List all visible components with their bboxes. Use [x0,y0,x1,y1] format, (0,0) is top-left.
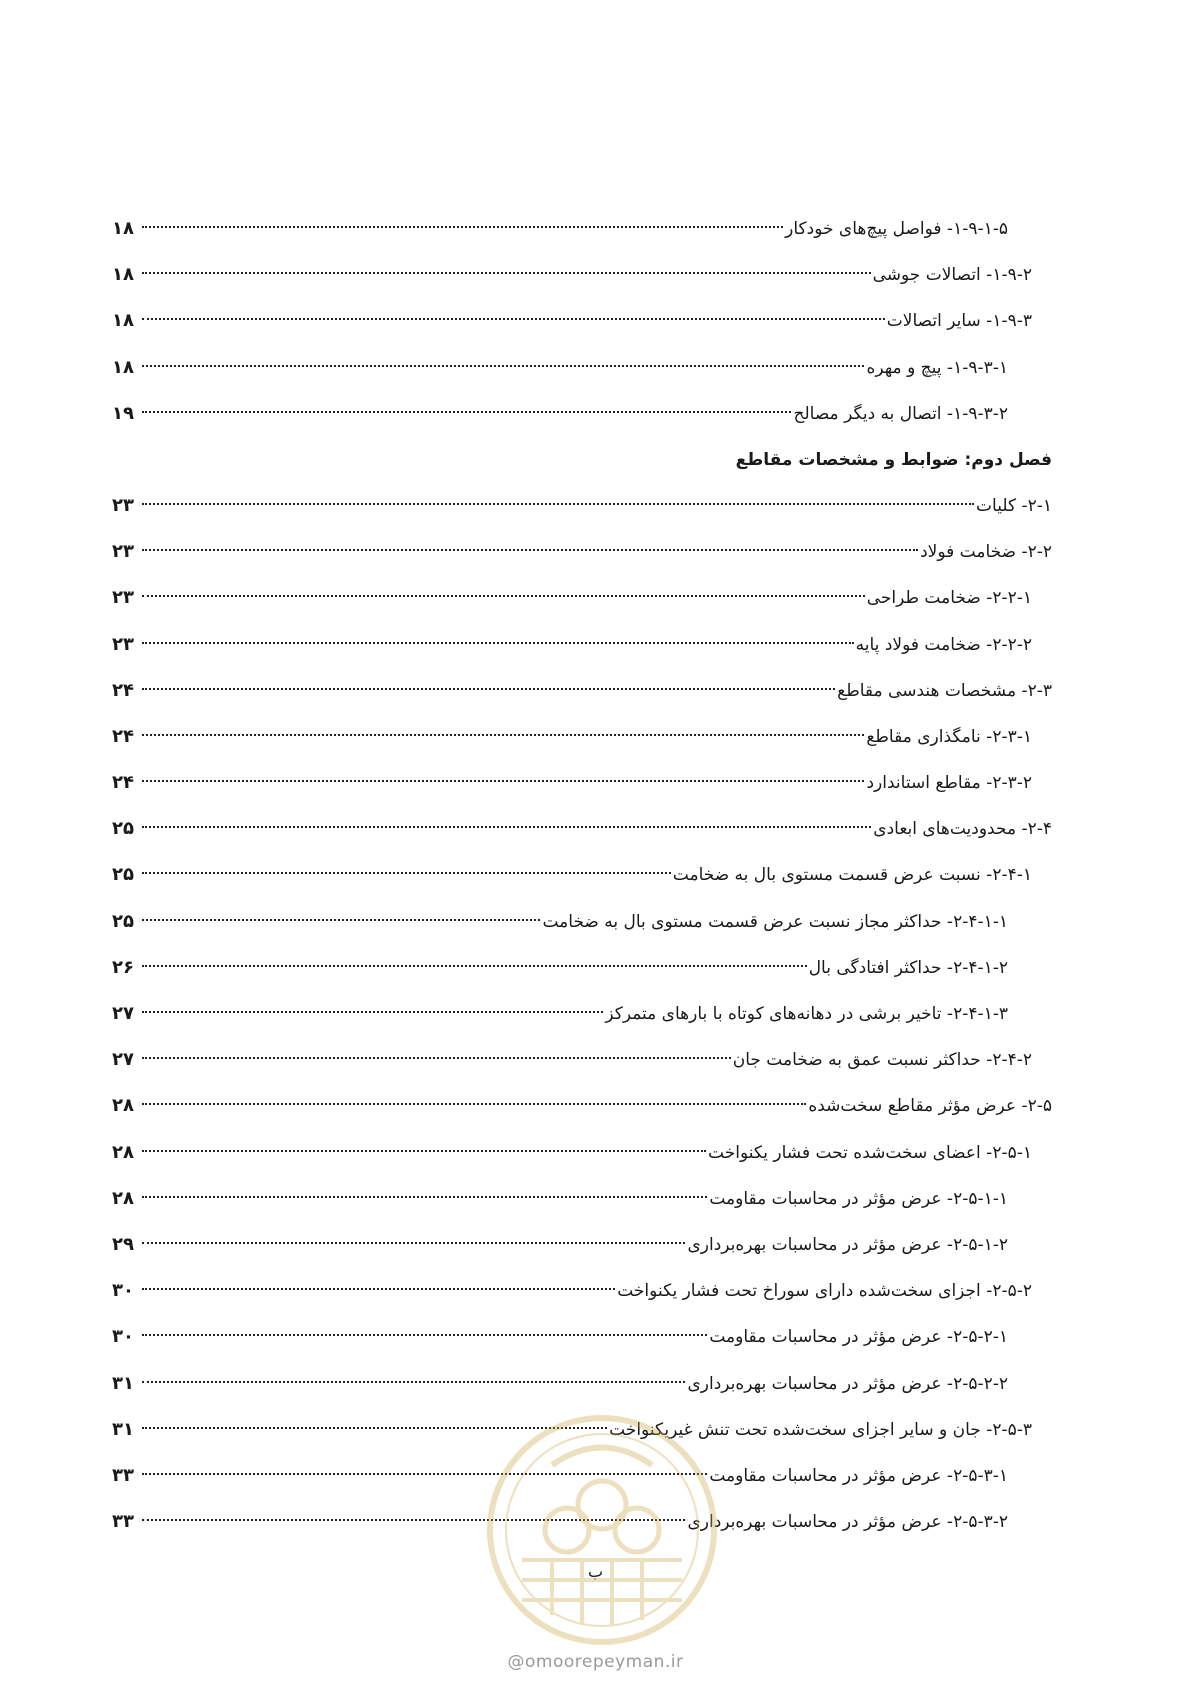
chapter-title: فصل دوم: ضوابط و مشخصات مقاطع [735,449,1052,470]
toc-entry-page: ۳۰ [112,1326,134,1348]
dot-leader [142,1334,707,1336]
dot-leader [142,1011,603,1013]
toc-entry-title: ۲-۵- عرض مؤثر مقاطع سخت‌شده [808,1096,1052,1117]
dot-leader [142,1288,615,1290]
toc-entry-page: ۲۹ [112,1233,134,1255]
toc-entry-title: ۲-۳-۲- مقاطع استاندارد [866,773,1032,794]
toc-entry-title: ۲-۵-۳-۱- عرض مؤثر در محاسبات مقاومت [709,1465,1008,1486]
toc-entry-title: ۲-۳-۱- نامگذاری مقاطع [866,726,1032,747]
toc-entry [112,391,1052,437]
toc-entry-page: ۲۶ [112,956,134,978]
toc-entry-page: ۲۴ [112,772,134,794]
toc-entry-title: ۲-۲- ضخامت فولاد [920,542,1052,563]
toc-entry [112,298,1052,344]
toc-entry [112,1083,1052,1129]
dot-leader [142,1150,706,1152]
toc-entry-title: ۲-۴-۱-۲- حداکثر افتادگی بال [808,957,1008,978]
toc-entry [112,252,1052,298]
dot-leader [142,411,791,413]
toc-entry-page: ۲۳ [112,587,134,609]
toc-entry-title: ۱-۹-۳-۱- پیچ و مهره [866,357,1008,378]
toc-entry-title: ۲-۲-۲- ضخامت فولاد پایه [855,634,1032,655]
toc-entry [112,945,1052,991]
toc-entry-page: ۲۳ [112,633,134,655]
toc-entry-page: ۲۳ [112,541,134,563]
toc-entry [112,714,1052,760]
toc-entry-title: ۲-۴- محدودیت‌های ابعادی [873,819,1052,840]
toc-entry-page: ۲۴ [112,725,134,747]
dot-leader [142,872,671,874]
toc-entry-title: ۲-۵-۳-۲- عرض مؤثر در محاسبات بهره‌برداری [687,1512,1008,1533]
toc-entry [112,899,1052,945]
toc-entry [112,806,1052,852]
toc-entry-title: ۲-۵-۲- اجزای سخت‌شده دارای سوراخ تحت فشار یکنواخت [617,1281,1032,1302]
toc-entry [112,991,1052,1037]
dot-leader [142,549,918,551]
toc-entry [112,852,1052,898]
dot-leader [142,1103,806,1105]
dot-leader [142,826,871,828]
toc-entry [112,1268,1052,1314]
toc-entry-title: ۲-۵-۳- جان و سایر اجزای سخت‌شده تحت تنش غیریکنواخت [609,1419,1032,1440]
toc-entry [112,1222,1052,1268]
toc-entry [112,1176,1052,1222]
toc-entry-title: ۱-۹-۳- سایر اتصالات [886,311,1032,332]
dot-leader [142,226,783,228]
watermark-text: @omoorepeyman.ir [507,1652,684,1672]
dot-leader [142,1381,685,1383]
toc-entry-title: ۲-۵-۱-۲- عرض مؤثر در محاسبات بهره‌برداری [687,1234,1008,1255]
dot-leader [142,919,540,921]
dot-leader [142,365,864,367]
dot-leader [142,965,807,967]
toc-entry-page: ۲۵ [112,864,134,886]
dot-leader [142,318,885,320]
toc-entry-title: ۲-۵-۲-۲- عرض مؤثر در محاسبات بهره‌برداری [687,1373,1008,1394]
toc-entry-page: ۳۱ [112,1372,134,1394]
dot-leader [142,1196,707,1198]
toc-entry-title: ۲-۱- کلیات [976,495,1052,516]
toc-entry-page: ۳۳ [112,1511,134,1533]
toc-entry-page: ۲۷ [112,1003,134,1024]
toc-entry-title: ۲-۳- مشخصات هندسی مقاطع [837,680,1052,701]
toc-entry-title: ۲-۴-۱- نسبت عرض قسمت مستوی بال به ضخامت [672,865,1032,886]
toc-entry-title: ۲-۴-۱-۳- تاخیر برشی در دهانه‌های کوتاه با بارهای متمرکز [605,1004,1008,1024]
toc-entry [112,1130,1052,1176]
toc-entry-title: ۲-۵-۱- اعضای سخت‌شده تحت فشار یکنواخت [708,1142,1032,1163]
page-number: ب [587,1562,604,1581]
dot-leader [142,688,835,690]
publisher-seal-watermark [482,1410,722,1650]
dot-leader [142,1057,731,1059]
toc-entry [112,622,1052,668]
dot-leader [142,503,974,505]
toc-entry [112,1361,1052,1407]
toc-entry [112,668,1052,714]
toc-entry [112,345,1052,391]
toc-entry-title: ۱-۹-۳-۲- اتصال به دیگر مصالح [793,403,1008,424]
table-of-contents [112,206,1052,1545]
toc-section-chapter-2 [112,483,1052,1545]
toc-entry-page: ۲۴ [112,679,134,701]
dot-leader [142,734,864,736]
toc-entry [112,1037,1052,1083]
toc-entry-page: ۲۸ [112,1095,134,1117]
toc-entry-title: ۱-۹-۲- اتصالات جوشی [872,265,1032,286]
toc-entry-title: ۲-۴-۲- حداکثر نسبت عمق به ضخامت جان [732,1050,1032,1071]
dot-leader [142,780,864,782]
toc-entry-title: ۱-۹-۱-۵- فواصل پیچ‌های خودکار [785,219,1008,239]
toc-entry [112,575,1052,621]
toc-entry [112,529,1052,575]
dot-leader [142,1242,685,1244]
toc-entry-page: ۲۳ [112,494,134,516]
toc-entry [112,483,1052,529]
toc-entry [112,206,1052,252]
dot-leader [142,595,865,597]
toc-entry-page: ۱۸ [112,310,134,332]
toc-entry-title: ۲-۴-۱-۱- حداکثر مجاز نسبت عرض قسمت مستوی بال به ضخامت [542,911,1008,932]
toc-entry [112,760,1052,806]
toc-entry [112,1314,1052,1360]
dot-leader [142,272,871,274]
toc-section-chapter-1 [112,206,1052,437]
toc-entry-title: ۲-۵-۱-۱- عرض مؤثر در محاسبات مقاومت [709,1188,1008,1209]
toc-entry-title: ۲-۵-۲-۱- عرض مؤثر در محاسبات مقاومت [709,1327,1008,1348]
toc-entry-title: ۲-۲-۱- ضخامت طراحی [866,588,1032,609]
toc-entry-page: ۲۵ [112,818,134,840]
toc-entry-page: ۳۱ [112,1418,134,1440]
toc-entry-page: ۱۹ [112,402,134,424]
toc-entry-page: ۲۵ [112,910,134,932]
toc-entry-page: ۲۷ [112,1049,134,1071]
toc-entry-page: ۳۳ [112,1464,134,1486]
dot-leader [142,642,854,644]
toc-entry-page: ۲۸ [112,1141,134,1163]
toc-entry-page: ۳۰ [112,1280,134,1302]
toc-entry-page: ۱۸ [112,264,134,286]
toc-entry-page: ۱۸ [112,356,134,378]
toc-entry-page: ۱۸ [112,218,134,239]
toc-entry-page: ۲۸ [112,1187,134,1209]
